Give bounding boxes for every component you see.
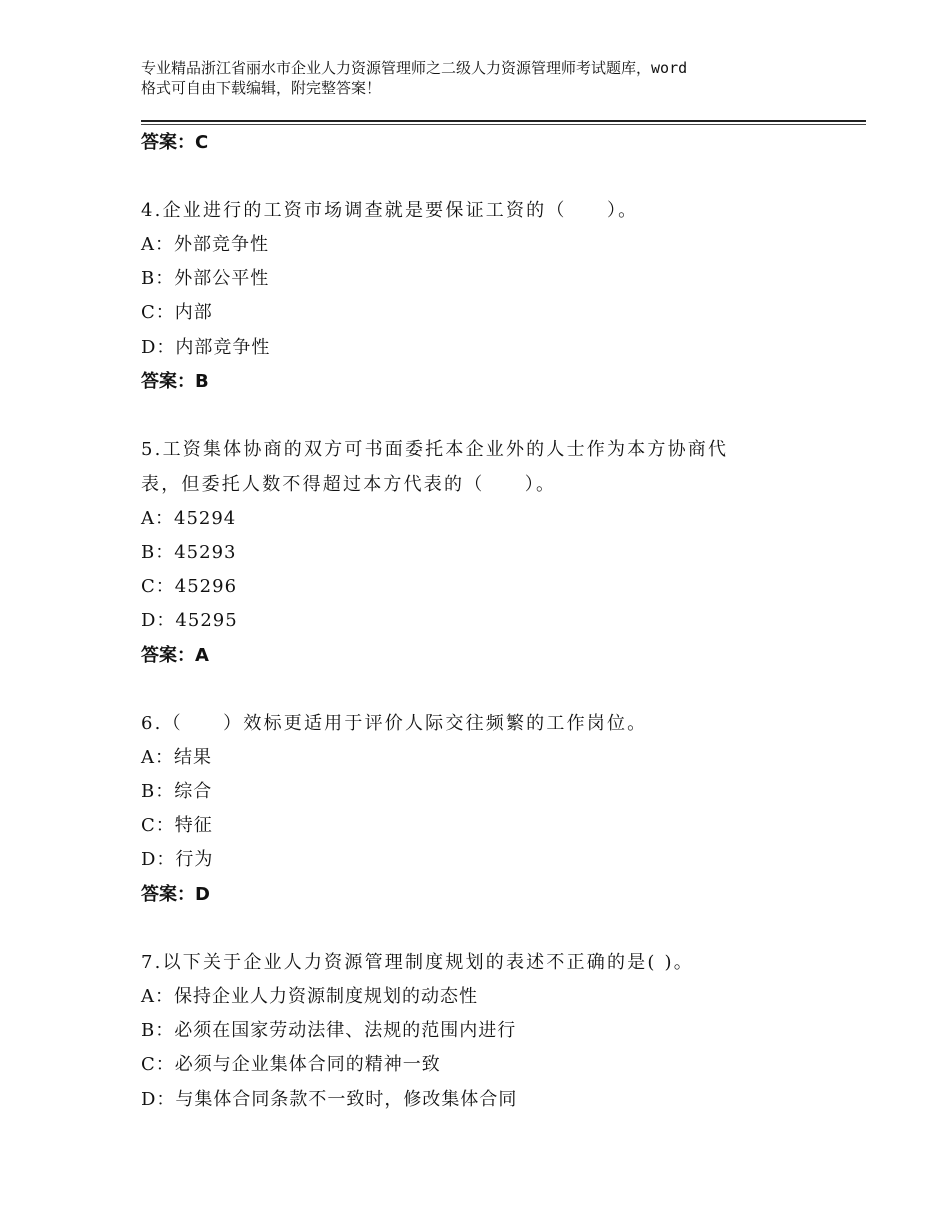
question-6-option-b: B：综合 bbox=[141, 781, 213, 802]
header-title-line-2: 格式可自由下载编辑，附完整答案！ bbox=[141, 79, 382, 97]
question-7-option-a: A：保持企业人力资源制度规划的动态性 bbox=[141, 986, 478, 1007]
question-7-option-d: D：与集体合同条款不一致时，修改集体合同 bbox=[141, 1089, 518, 1110]
question-7-stem: 7.以下关于企业人力资源管理制度规划的表述不正确的是( )。 bbox=[141, 952, 694, 973]
question-5-stem-line-1: 5.工资集体协商的双方可书面委托本企业外的人士作为本方协商代 bbox=[141, 439, 729, 460]
question-4-option-a: A：外部竞争性 bbox=[141, 234, 269, 255]
question-4-option-b: B：外部公平性 bbox=[141, 268, 270, 289]
question-5-option-b: B：45293 bbox=[141, 542, 237, 563]
question-6-option-c: C：特征 bbox=[141, 815, 213, 836]
question-4-answer: 答案：B bbox=[141, 371, 209, 392]
question-5-answer: 答案：A bbox=[141, 645, 209, 666]
question-6-option-d: D：行为 bbox=[141, 849, 214, 870]
question-4-option-c: C：内部 bbox=[141, 302, 213, 323]
page-header bbox=[141, 58, 841, 98]
question-5-option-a: A：45294 bbox=[141, 508, 237, 529]
question-6-option-a: A：结果 bbox=[141, 747, 212, 768]
question-5-stem-line-2: 表，但委托人数不得超过本方代表的（ ）。 bbox=[141, 474, 557, 495]
question-6-answer: 答案：D bbox=[141, 884, 210, 905]
question-7-option-b: B：必须在国家劳动法律、法规的范围内进行 bbox=[141, 1020, 517, 1041]
question-5-option-c: C：45296 bbox=[141, 576, 238, 597]
header-divider-thin bbox=[141, 124, 866, 125]
header-title-line-1: 专业精品浙江省丽水市企业人力资源管理师之二级人力资源管理师考试题库，word bbox=[141, 59, 688, 77]
answer-prev: 答案：C bbox=[141, 132, 209, 153]
header-divider bbox=[141, 120, 866, 122]
question-6-stem: 6.（ ）效标更适用于评价人际交往频繁的工作岗位。 bbox=[141, 713, 648, 734]
question-4-option-d: D：内部竞争性 bbox=[141, 337, 271, 358]
question-7-option-c: C：必须与企业集体合同的精神一致 bbox=[141, 1054, 441, 1075]
question-5-option-d: D：45295 bbox=[141, 610, 238, 631]
question-4-stem: 4.企业进行的工资市场调查就是要保证工资的（ ）。 bbox=[141, 200, 639, 221]
